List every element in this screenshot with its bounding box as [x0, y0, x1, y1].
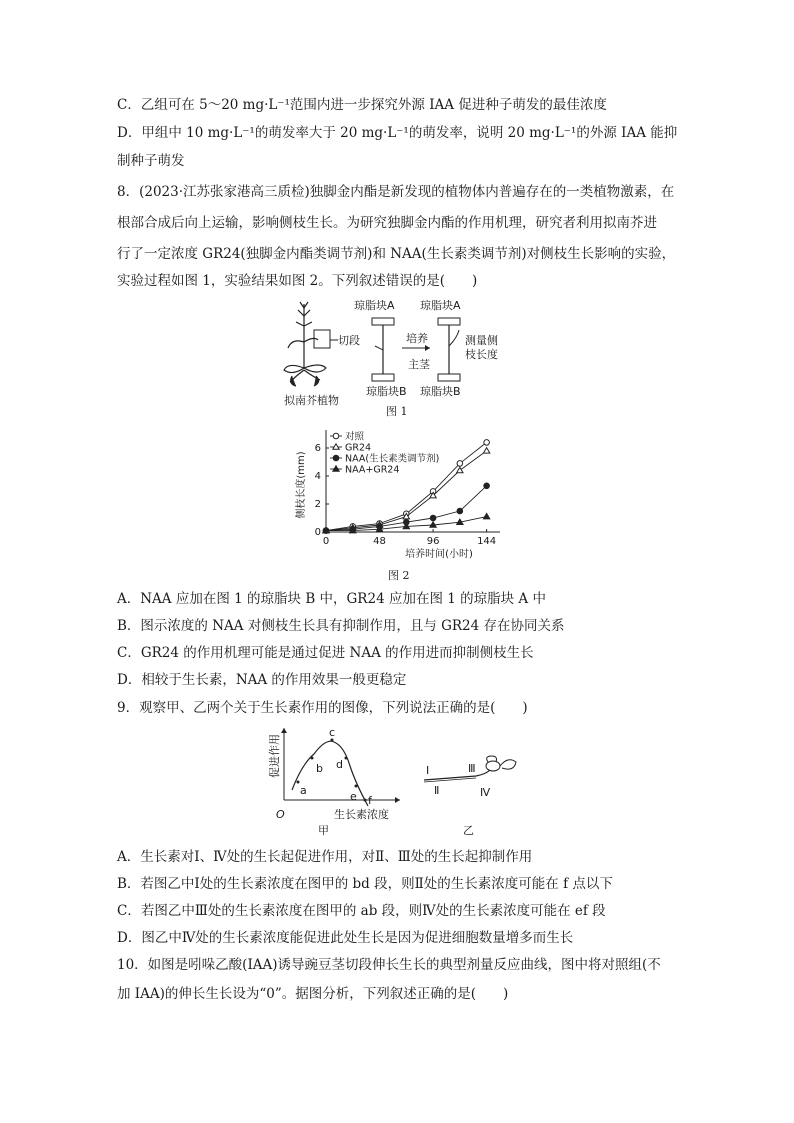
- data-point: [457, 461, 463, 467]
- data-point: [483, 448, 489, 454]
- agar-block-b-1: [372, 374, 394, 381]
- data-point: [457, 467, 463, 473]
- data-point: [430, 515, 436, 521]
- legend-marker: [333, 466, 339, 472]
- label-agar-b-2: 琼脂块B: [420, 385, 461, 398]
- y-axis-label: 侧枝长度(mm): [296, 451, 307, 519]
- roman-4: Ⅳ: [480, 786, 491, 799]
- agar-block-a-2: [438, 318, 460, 325]
- label-agar-a-2: 琼脂块A: [420, 299, 461, 312]
- label-cut: 切段: [338, 334, 360, 347]
- roman-3: Ⅲ: [468, 762, 476, 775]
- point-b: b: [316, 762, 323, 775]
- legend-label: NAA+GR24: [345, 464, 400, 476]
- y-tick-label: 0: [314, 527, 321, 538]
- figure-yi-seedling: [420, 752, 520, 838]
- plant-icon: [284, 302, 326, 386]
- label-agar-a-1: 琼脂块A: [354, 299, 395, 312]
- figure-2-chart: [290, 424, 510, 574]
- option-9d: D．图乙中Ⅳ处的生长素浓度能促进此处生长是因为促进细胞数量增多而生长: [117, 930, 574, 946]
- agar-block-a-1: [372, 318, 394, 325]
- figure-2-caption: 图 2: [388, 569, 410, 582]
- option-8a: A．NAA 应加在图 1 的琼脂块 B 中，GR24 应加在图 1 的琼脂块 A 中: [117, 591, 546, 607]
- point-f: f: [368, 794, 372, 807]
- caption-jia: 甲: [318, 824, 329, 836]
- label-stem: 主茎: [408, 358, 430, 371]
- option-8b: B．图示浓度的 NAA 对侧枝生长具有抑制作用，且与 GR24 存在协同关系: [117, 618, 565, 634]
- legend-label: 对照: [345, 431, 365, 443]
- legend-label: GR24: [345, 442, 372, 454]
- y-tick-label: 2: [314, 499, 321, 510]
- question-9-stem: 9．观察甲、乙两个关于生长素作用的图像，下列说法正确的是( ): [117, 700, 528, 716]
- caption-yi: 乙: [463, 824, 474, 837]
- text-line: 实验过程如图 1，实验结果如图 2。下列叙述错误的是( ): [117, 273, 478, 289]
- seedling-root: [424, 770, 490, 780]
- data-point: [484, 440, 490, 446]
- data-point: [484, 483, 490, 489]
- y-tick-label: 6: [314, 443, 321, 454]
- x-axis-label: 生长素浓度: [334, 808, 389, 821]
- data-point: [457, 508, 463, 514]
- x-axis-label: 培养时间(小时): [405, 549, 473, 560]
- roman-1: Ⅰ: [426, 764, 430, 777]
- figure-1-caption: 图 1: [386, 405, 408, 418]
- option-9c: C．若图乙中Ⅲ处的生长素浓度在图甲的 ab 段，则Ⅳ处的生长素浓度可能在 ef 段: [117, 903, 606, 919]
- origin-label: O: [276, 808, 285, 821]
- label-agar-b-1: 琼脂块B: [366, 385, 407, 398]
- text-line: C．乙组可在 5～20 mg·L⁻¹范围内进一步探究外源 IAA 促进种子萌发的最佳浓度: [117, 97, 607, 113]
- legend-marker: [333, 444, 339, 450]
- label-culture: 培养: [406, 332, 428, 345]
- y-tick-label: 4: [314, 471, 321, 482]
- text-line: 制种子萌发: [117, 153, 185, 169]
- x-tick-label: 0: [322, 536, 330, 547]
- legend-marker: [333, 433, 339, 439]
- x-tick-label: 144: [477, 536, 497, 547]
- figure-1-diagram: [278, 296, 518, 416]
- figure-jia-curve: [268, 724, 408, 836]
- legend-label: NAA(生长素类调节剂): [345, 453, 440, 465]
- label-plant: 拟南芥植物: [284, 394, 339, 407]
- agar-block-b-2: [438, 374, 460, 381]
- x-tick-label: 96: [426, 536, 440, 547]
- point-e: e: [350, 790, 357, 803]
- option-8c: C．GR24 的作用机理可能是通过促进 NAA 的作用进而抑制侧枝生长: [117, 645, 534, 661]
- text-line: 根部合成后向上运输，影响侧枝生长。为研究独脚金内酯的作用机理，研究者利用拟南芥进: [117, 215, 657, 231]
- text-line: D．甲组中 10 mg·L⁻¹的萌发率大于 20 mg·L⁻¹的萌发率，说明 20 mg·L⁻¹的外源 IAA 能抑: [117, 125, 678, 141]
- option-8d: D．相较于生长素，NAA 的作用效果一般更稳定: [117, 672, 407, 688]
- text-line: 行了一定浓度 GR24(独脚金内酯类调节剂)和 NAA(生长素类调节剂)对侧枝生长影响的实验，: [117, 246, 676, 262]
- question-8-stem: 8．(2023·江苏张家港高三质检)独脚金内酯是新发现的植物体内普遍存在的一类植物激素，在: [117, 184, 675, 200]
- option-9b: B．若图乙中Ⅰ处的生长素浓度在图甲的 bd 段，则Ⅱ处的生长素浓度可能在 f 点以下: [117, 876, 613, 892]
- point-c: c: [329, 726, 336, 739]
- y-axis-label: 促进作用: [268, 734, 281, 778]
- text-line: 加 IAA)的伸长生长设为“0”。据图分析，下列叙述正确的是( ): [117, 986, 509, 1002]
- x-tick-label: 48: [373, 536, 386, 547]
- point-a: a: [300, 784, 307, 797]
- question-10-stem: 10．如图是吲哚乙酸(IAA)诱导豌豆茎切段伸长生长的典型剂量反应曲线，图中将对照组(不: [117, 957, 661, 973]
- label-measure-1: 测量侧: [465, 334, 498, 347]
- legend-marker: [333, 455, 339, 461]
- data-point: [483, 513, 489, 519]
- roman-2: Ⅱ: [434, 784, 440, 797]
- point-d: d: [336, 758, 343, 771]
- label-measure-2: 枝长度: [465, 348, 498, 361]
- option-9a: A．生长素对Ⅰ、Ⅳ处的生长起促进作用，对Ⅱ、Ⅲ处的生长起抑制作用: [117, 849, 533, 865]
